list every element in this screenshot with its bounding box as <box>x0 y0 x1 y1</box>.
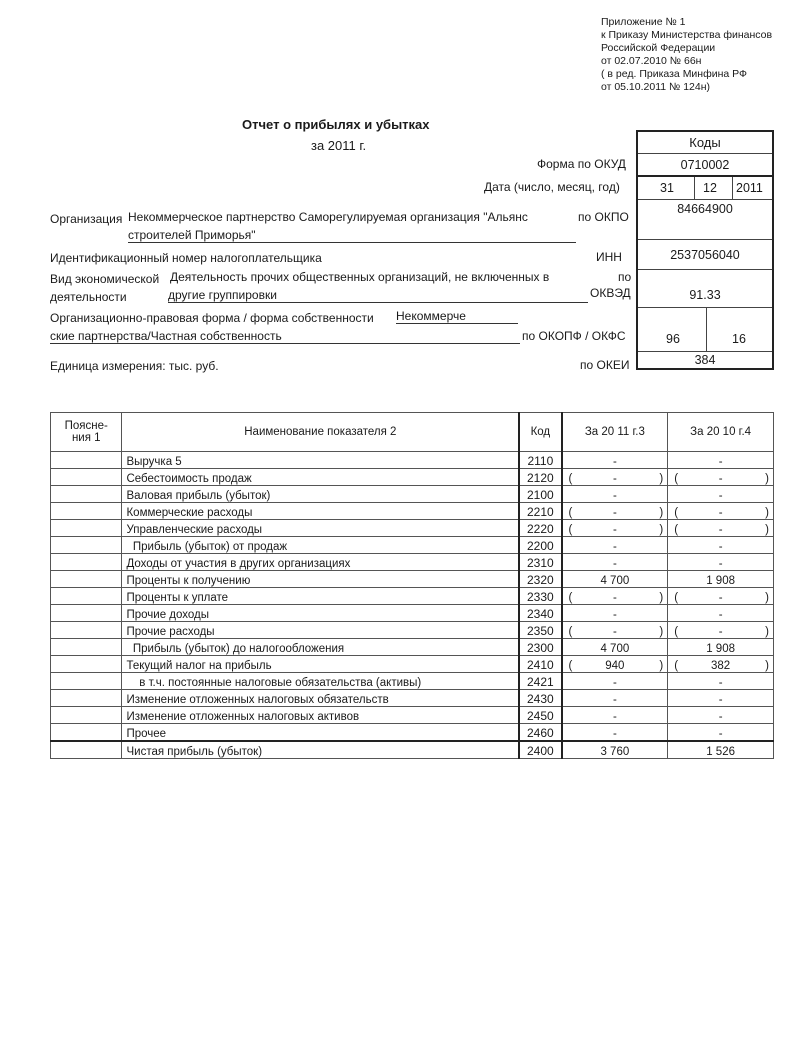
row-value-cur <box>562 571 668 588</box>
codes-header: Коды <box>638 132 772 154</box>
open-paren: ( <box>568 507 573 519</box>
row-explanation <box>51 741 122 759</box>
row-value-text: - <box>718 609 723 621</box>
row-value-cur <box>562 656 668 673</box>
row-value-cur <box>562 673 668 690</box>
appendix-line: к Приказу Министерства финансов <box>601 29 773 41</box>
close-paren: ) <box>765 626 769 638</box>
appendix-line: Российской Федерации <box>601 42 716 54</box>
row-value-cur <box>562 622 668 639</box>
table-row <box>51 554 774 571</box>
open-paren: ( <box>674 660 679 672</box>
row-code: 2330 <box>519 588 561 605</box>
row-value-text: - <box>718 728 723 740</box>
row-value-text: - <box>612 711 617 723</box>
row-value-prev <box>668 690 774 707</box>
row-value-cur <box>562 741 668 759</box>
row-value-cur <box>562 486 668 503</box>
row-explanation <box>51 486 122 503</box>
header-explanation <box>51 413 122 452</box>
row-value-text: - <box>718 456 723 468</box>
row-value-text: - <box>718 711 723 723</box>
unit-label: Единица измерения: тыс. руб. <box>50 359 219 373</box>
table-row <box>51 503 774 520</box>
row-value-cur <box>562 707 668 724</box>
table-row <box>51 639 774 656</box>
row-value-text: 4 700 <box>600 575 630 587</box>
activity-value-2: другие группировки <box>168 288 588 303</box>
close-paren: ) <box>659 592 664 604</box>
row-explanation <box>51 554 122 571</box>
row-value-text: - <box>718 592 723 604</box>
row-value-text: 1 908 <box>706 575 735 587</box>
table-row <box>51 605 774 622</box>
row-code: 2220 <box>519 520 561 537</box>
close-paren: ) <box>765 507 769 519</box>
table-row <box>51 690 774 707</box>
okpo-value: 84664900 <box>638 200 772 240</box>
row-value-prev <box>668 503 774 520</box>
okud-label: Форма по ОКУД <box>537 157 626 171</box>
row-value-cur <box>562 469 668 486</box>
close-paren: ) <box>659 524 664 536</box>
row-explanation <box>51 605 122 622</box>
appendix-line: от 05.10.2011 № 124н) <box>601 81 711 93</box>
close-paren: ) <box>765 473 769 485</box>
row-value-cur <box>562 639 668 656</box>
table-row <box>51 707 774 724</box>
row-value-prev <box>668 554 774 571</box>
row-value-text: - <box>612 592 617 604</box>
row-code: 2120 <box>519 469 561 486</box>
open-paren: ( <box>674 524 679 536</box>
row-code: 2200 <box>519 537 561 554</box>
row-value-text: - <box>718 490 723 502</box>
row-value-text: - <box>612 694 617 706</box>
row-value-prev <box>668 741 774 759</box>
activity-label-1: Вид экономической <box>50 272 160 286</box>
row-value-prev <box>668 707 774 724</box>
row-explanation <box>51 503 122 520</box>
row-code: 2400 <box>519 741 561 759</box>
row-explanation <box>51 673 122 690</box>
okei-label: по ОКЕИ <box>580 358 630 372</box>
row-explanation <box>51 588 122 605</box>
row-value-cur <box>562 503 668 520</box>
row-value-text: 3 760 <box>600 746 630 758</box>
table-row <box>51 724 774 742</box>
report-period: за 2011 г. <box>311 138 367 153</box>
table-row <box>51 452 774 469</box>
row-name: в т.ч. постоянные налоговые обязательства (активы) <box>122 673 519 690</box>
row-name: Прочие доходы <box>122 605 519 622</box>
row-name: Валовая прибыль (убыток) <box>122 486 519 503</box>
okved-label: ОКВЭД <box>590 286 631 300</box>
row-explanation <box>51 724 122 742</box>
close-paren: ) <box>765 660 769 672</box>
row-value-text: - <box>612 490 617 502</box>
close-paren: ) <box>659 473 664 485</box>
row-value-text: - <box>718 694 723 706</box>
row-value-text: 382 <box>711 660 731 672</box>
table-row <box>51 673 774 690</box>
row-value-cur <box>562 724 668 742</box>
row-code: 2310 <box>519 554 561 571</box>
row-value-text: - <box>612 677 617 689</box>
header-previous: За 20 10 г.4 <box>668 413 774 452</box>
row-name: Текущий налог на прибыль <box>122 656 519 673</box>
org-name-line1: Некоммерческое партнерство Саморегулируемая организация "Альянс <box>128 210 528 224</box>
row-name: Прочее <box>122 724 519 742</box>
table-row <box>51 571 774 588</box>
okved-label-top: по <box>618 270 632 284</box>
financial-table <box>50 412 774 759</box>
date-divider <box>732 177 733 200</box>
open-paren: ( <box>674 473 679 485</box>
row-value-prev <box>668 605 774 622</box>
row-code: 2460 <box>519 724 561 742</box>
row-value-text: - <box>718 473 723 485</box>
row-name: Чистая прибыль (убыток) <box>122 741 519 759</box>
row-value-text: 940 <box>605 660 625 672</box>
row-code: 2320 <box>519 571 561 588</box>
row-value-text: - <box>718 524 723 536</box>
header-name: Наименование показателя 2 <box>122 413 519 452</box>
row-name: Доходы от участия в других организациях <box>122 554 519 571</box>
row-name: Изменение отложенных налоговых обязательств <box>122 690 519 707</box>
date-row <box>638 177 772 200</box>
org-name-line2: строителей Приморья" <box>128 228 576 243</box>
header-explanation-2: ния 1 <box>71 432 101 444</box>
row-value-text: 1 908 <box>706 643 735 655</box>
row-code: 2300 <box>519 639 561 656</box>
row-explanation <box>51 571 122 588</box>
open-paren: ( <box>568 473 573 485</box>
okopf-divider <box>706 308 707 352</box>
row-explanation <box>51 656 122 673</box>
row-value-prev <box>668 571 774 588</box>
row-name: Коммерческие расходы <box>122 503 519 520</box>
row-explanation <box>51 469 122 486</box>
row-name: Проценты к получению <box>122 571 519 588</box>
row-name: Прибыль (убыток) до налогообложения <box>122 639 519 656</box>
open-paren: ( <box>674 626 679 638</box>
legal-form-value-2: ские партнерства/Частная собственность <box>50 329 520 344</box>
row-value-cur <box>562 554 668 571</box>
inn-full-label: Идентификационный номер налогоплательщика <box>50 251 322 265</box>
appendix-line: ( в ред. Приказа Минфина РФ <box>601 68 748 80</box>
row-value-text: - <box>612 507 617 519</box>
table-row <box>51 656 774 673</box>
row-code: 2421 <box>519 673 561 690</box>
okopf-label: по ОКОПФ / ОКФС <box>522 329 626 343</box>
row-name: Прочие расходы <box>122 622 519 639</box>
row-value-text: - <box>612 728 617 740</box>
row-name: Управленческие расходы <box>122 520 519 537</box>
row-value-prev <box>668 452 774 469</box>
appendix-line: Приложение № 1 <box>601 16 686 28</box>
row-value-prev <box>668 520 774 537</box>
row-explanation <box>51 622 122 639</box>
row-value-cur <box>562 605 668 622</box>
row-value-cur <box>562 537 668 554</box>
row-explanation <box>51 690 122 707</box>
okved-value: 91.33 <box>638 270 772 308</box>
row-code: 2430 <box>519 690 561 707</box>
row-name: Прибыль (убыток) от продаж <box>122 537 519 554</box>
okpo-label: по ОКПО <box>578 210 629 224</box>
row-code: 2350 <box>519 622 561 639</box>
open-paren: ( <box>568 592 573 604</box>
row-value-text: - <box>718 558 723 570</box>
row-value-text: - <box>718 507 723 519</box>
row-value-text: - <box>612 558 617 570</box>
open-paren: ( <box>674 592 679 604</box>
table-row <box>51 588 774 605</box>
open-paren: ( <box>568 524 573 536</box>
appendix-line: от 02.07.2010 № 66н <box>601 55 702 67</box>
table-row <box>51 537 774 554</box>
date-year: 2011 <box>736 181 763 195</box>
table-row <box>51 520 774 537</box>
row-value-prev <box>668 656 774 673</box>
okopf-value: 96 <box>666 332 680 346</box>
row-name: Себестоимость продаж <box>122 469 519 486</box>
row-value-text: - <box>612 609 617 621</box>
close-paren: ) <box>659 507 664 519</box>
appendix-note <box>601 16 772 94</box>
okopf-row <box>638 308 772 352</box>
row-value-cur <box>562 588 668 605</box>
row-code: 2410 <box>519 656 561 673</box>
legal-form-label: Организационно-правовая форма / форма собственности <box>50 311 374 325</box>
activity-value-1: Деятельность прочих общественных организаций, не включенных в <box>170 270 550 284</box>
row-value-text: - <box>612 473 617 485</box>
open-paren: ( <box>568 626 573 638</box>
close-paren: ) <box>659 626 664 638</box>
legal-form-value-1: Некоммерче <box>396 309 518 324</box>
table-row <box>51 486 774 503</box>
row-value-prev <box>668 622 774 639</box>
activity-label-2: деятельности <box>50 290 127 304</box>
report-title: Отчет о прибылях и убытках <box>242 117 430 132</box>
row-code: 2110 <box>519 452 561 469</box>
inn-label: ИНН <box>596 250 622 264</box>
okfs-value: 16 <box>732 332 746 346</box>
row-code: 2450 <box>519 707 561 724</box>
row-name: Проценты к уплате <box>122 588 519 605</box>
close-paren: ) <box>765 592 769 604</box>
row-value-prev <box>668 469 774 486</box>
row-value-prev <box>668 486 774 503</box>
row-value-prev <box>668 724 774 742</box>
date-day: 31 <box>660 181 674 195</box>
row-value-text: - <box>718 677 723 689</box>
row-value-cur <box>562 452 668 469</box>
row-value-text: 4 700 <box>600 643 630 655</box>
header-current: За 20 11 г.3 <box>562 413 668 452</box>
okei-value: 384 <box>694 353 716 367</box>
header-code: Код <box>519 413 561 452</box>
table-header <box>51 413 774 452</box>
row-code: 2210 <box>519 503 561 520</box>
row-value-text: 1 526 <box>706 746 735 758</box>
date-divider <box>694 177 695 200</box>
open-paren: ( <box>674 507 679 519</box>
close-paren: ) <box>765 524 769 536</box>
okud-value: 0710002 <box>638 154 772 177</box>
inn-value: 2537056040 <box>638 240 772 270</box>
codes-box <box>636 130 774 370</box>
row-value-prev <box>668 673 774 690</box>
row-value-prev <box>668 537 774 554</box>
row-name: Изменение отложенных налоговых активов <box>122 707 519 724</box>
row-value-text: - <box>718 541 723 553</box>
close-paren: ) <box>659 660 664 672</box>
row-value-text: - <box>612 456 617 468</box>
row-value-cur <box>562 520 668 537</box>
row-value-prev <box>668 588 774 605</box>
table-row <box>51 469 774 486</box>
date-month: 12 <box>703 181 717 195</box>
row-explanation <box>51 452 122 469</box>
row-value-text: - <box>612 626 617 638</box>
org-label: Организация <box>50 212 123 226</box>
row-value-text: - <box>718 626 723 638</box>
row-value-text: - <box>612 541 617 553</box>
open-paren: ( <box>568 660 573 672</box>
row-explanation <box>51 537 122 554</box>
date-label: Дата (число, месяц, год) <box>484 180 620 194</box>
row-name: Выручка 5 <box>122 452 519 469</box>
row-value-prev <box>668 639 774 656</box>
row-explanation <box>51 520 122 537</box>
row-value-cur <box>562 690 668 707</box>
header-explanation-1: Поясне- <box>64 420 108 432</box>
row-value-text: - <box>612 524 617 536</box>
row-explanation <box>51 707 122 724</box>
table-row <box>51 741 774 759</box>
table-row <box>51 622 774 639</box>
row-code: 2340 <box>519 605 561 622</box>
row-explanation <box>51 639 122 656</box>
row-code: 2100 <box>519 486 561 503</box>
